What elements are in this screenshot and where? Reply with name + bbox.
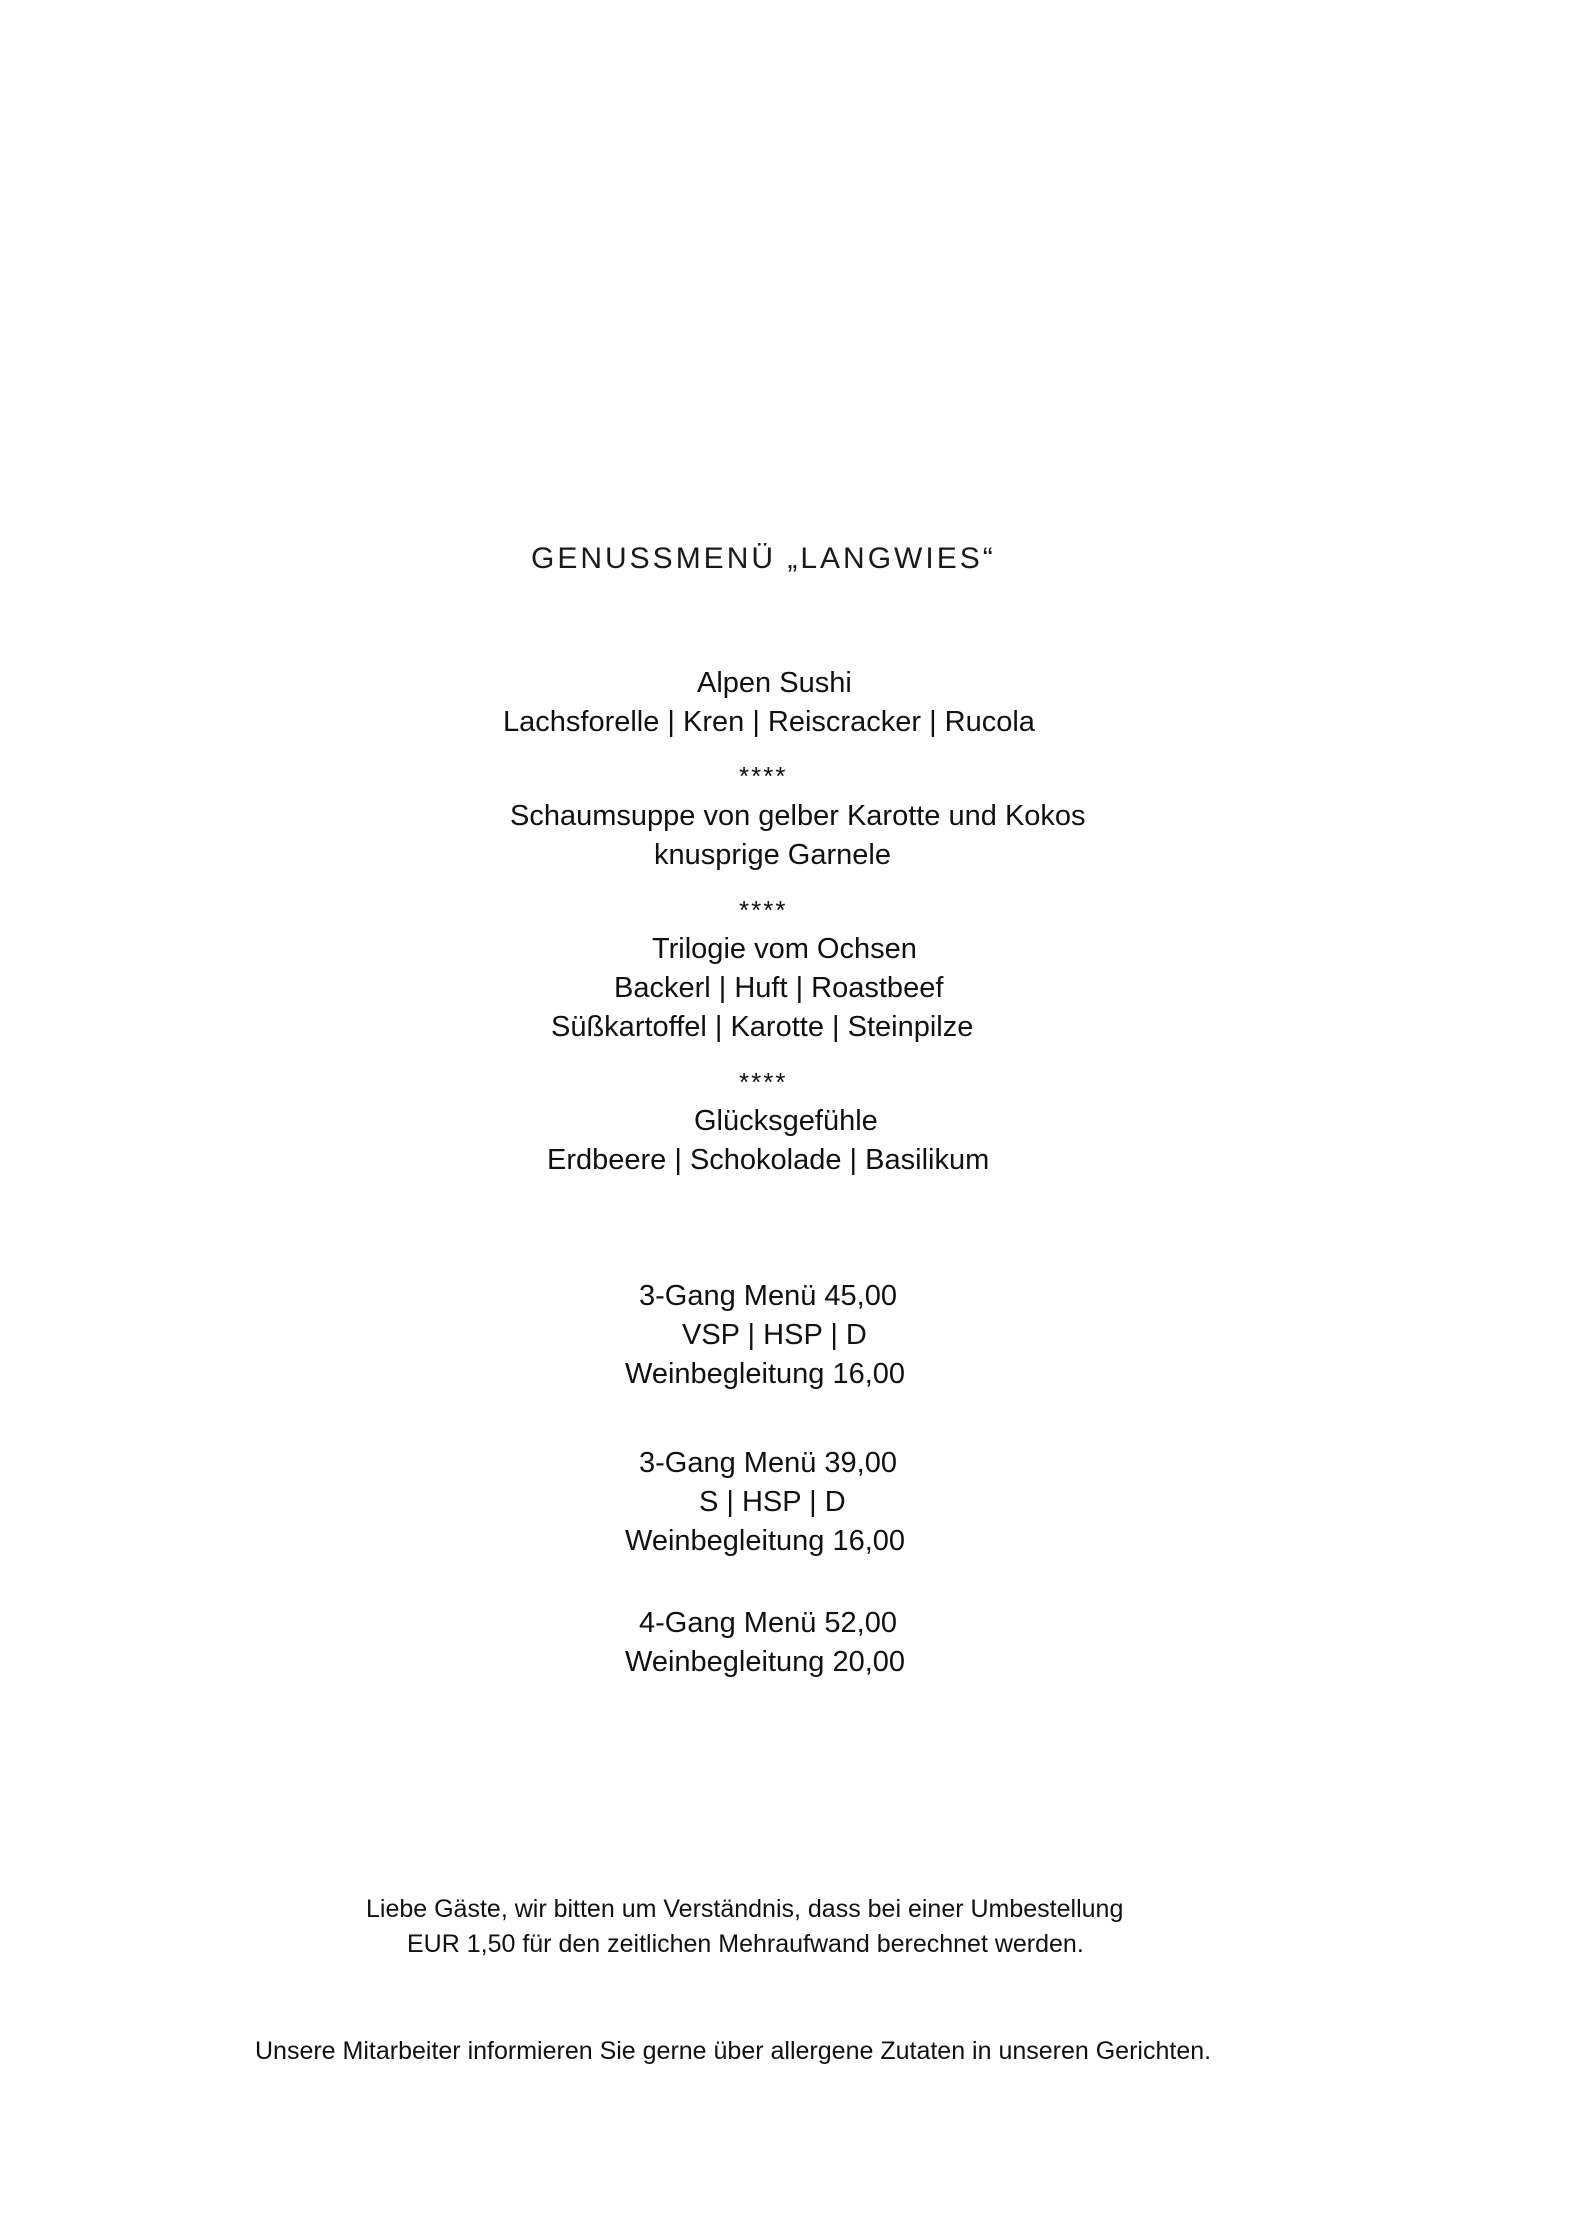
offer-1-wine: Weinbegleitung 16,00 [625,1358,906,1390]
offer-2-wine: Weinbegleitung 16,00 [625,1525,906,1557]
allergen-note: Unsere Mitarbeiter informieren Sie gerne über allergene Zutaten in unseren Gerichten. [255,2037,1212,2065]
reorder-notice-line-2: EUR 1,50 für den zeitlichen Mehraufwand berechnet werden. [407,1930,1084,1958]
course-4-name: Glücksgefühle [694,1105,878,1137]
offer-2-courses: S | HSP | D [699,1486,846,1518]
offer-3-wine: Weinbegleitung 20,00 [625,1646,906,1678]
course-2-name: Schaumsuppe von gelber Karotte und Kokos [510,800,1086,832]
menu-title: GENUSSMENÜ „LANGWIES“ [531,542,996,575]
course-3-details-2: Süßkartoffel | Karotte | Steinpilze [551,1011,974,1043]
offer-3-price: 4-Gang Menü 52,00 [639,1607,897,1639]
course-1-details: Lachsforelle | Kren | Reiscracker | Rucola [503,706,1035,738]
course-2-details: knusprige Garnele [654,839,891,871]
offer-2-price: 3-Gang Menü 39,00 [639,1447,897,1479]
reorder-notice-line-1: Liebe Gäste, wir bitten um Verständnis, dass bei einer Umbestellung [366,1895,1124,1923]
course-separator: **** [739,761,788,791]
course-3-name: Trilogie vom Ochsen [652,933,917,965]
offer-1-price: 3-Gang Menü 45,00 [639,1280,897,1312]
course-3-details-1: Backerl | Huft | Roastbeef [614,972,944,1004]
offer-1-courses: VSP | HSP | D [682,1319,867,1351]
course-separator: **** [739,1067,788,1097]
course-1-name: Alpen Sushi [697,667,852,699]
course-4-details: Erdbeere | Schokolade | Basilikum [547,1144,990,1176]
course-separator: **** [739,895,788,925]
